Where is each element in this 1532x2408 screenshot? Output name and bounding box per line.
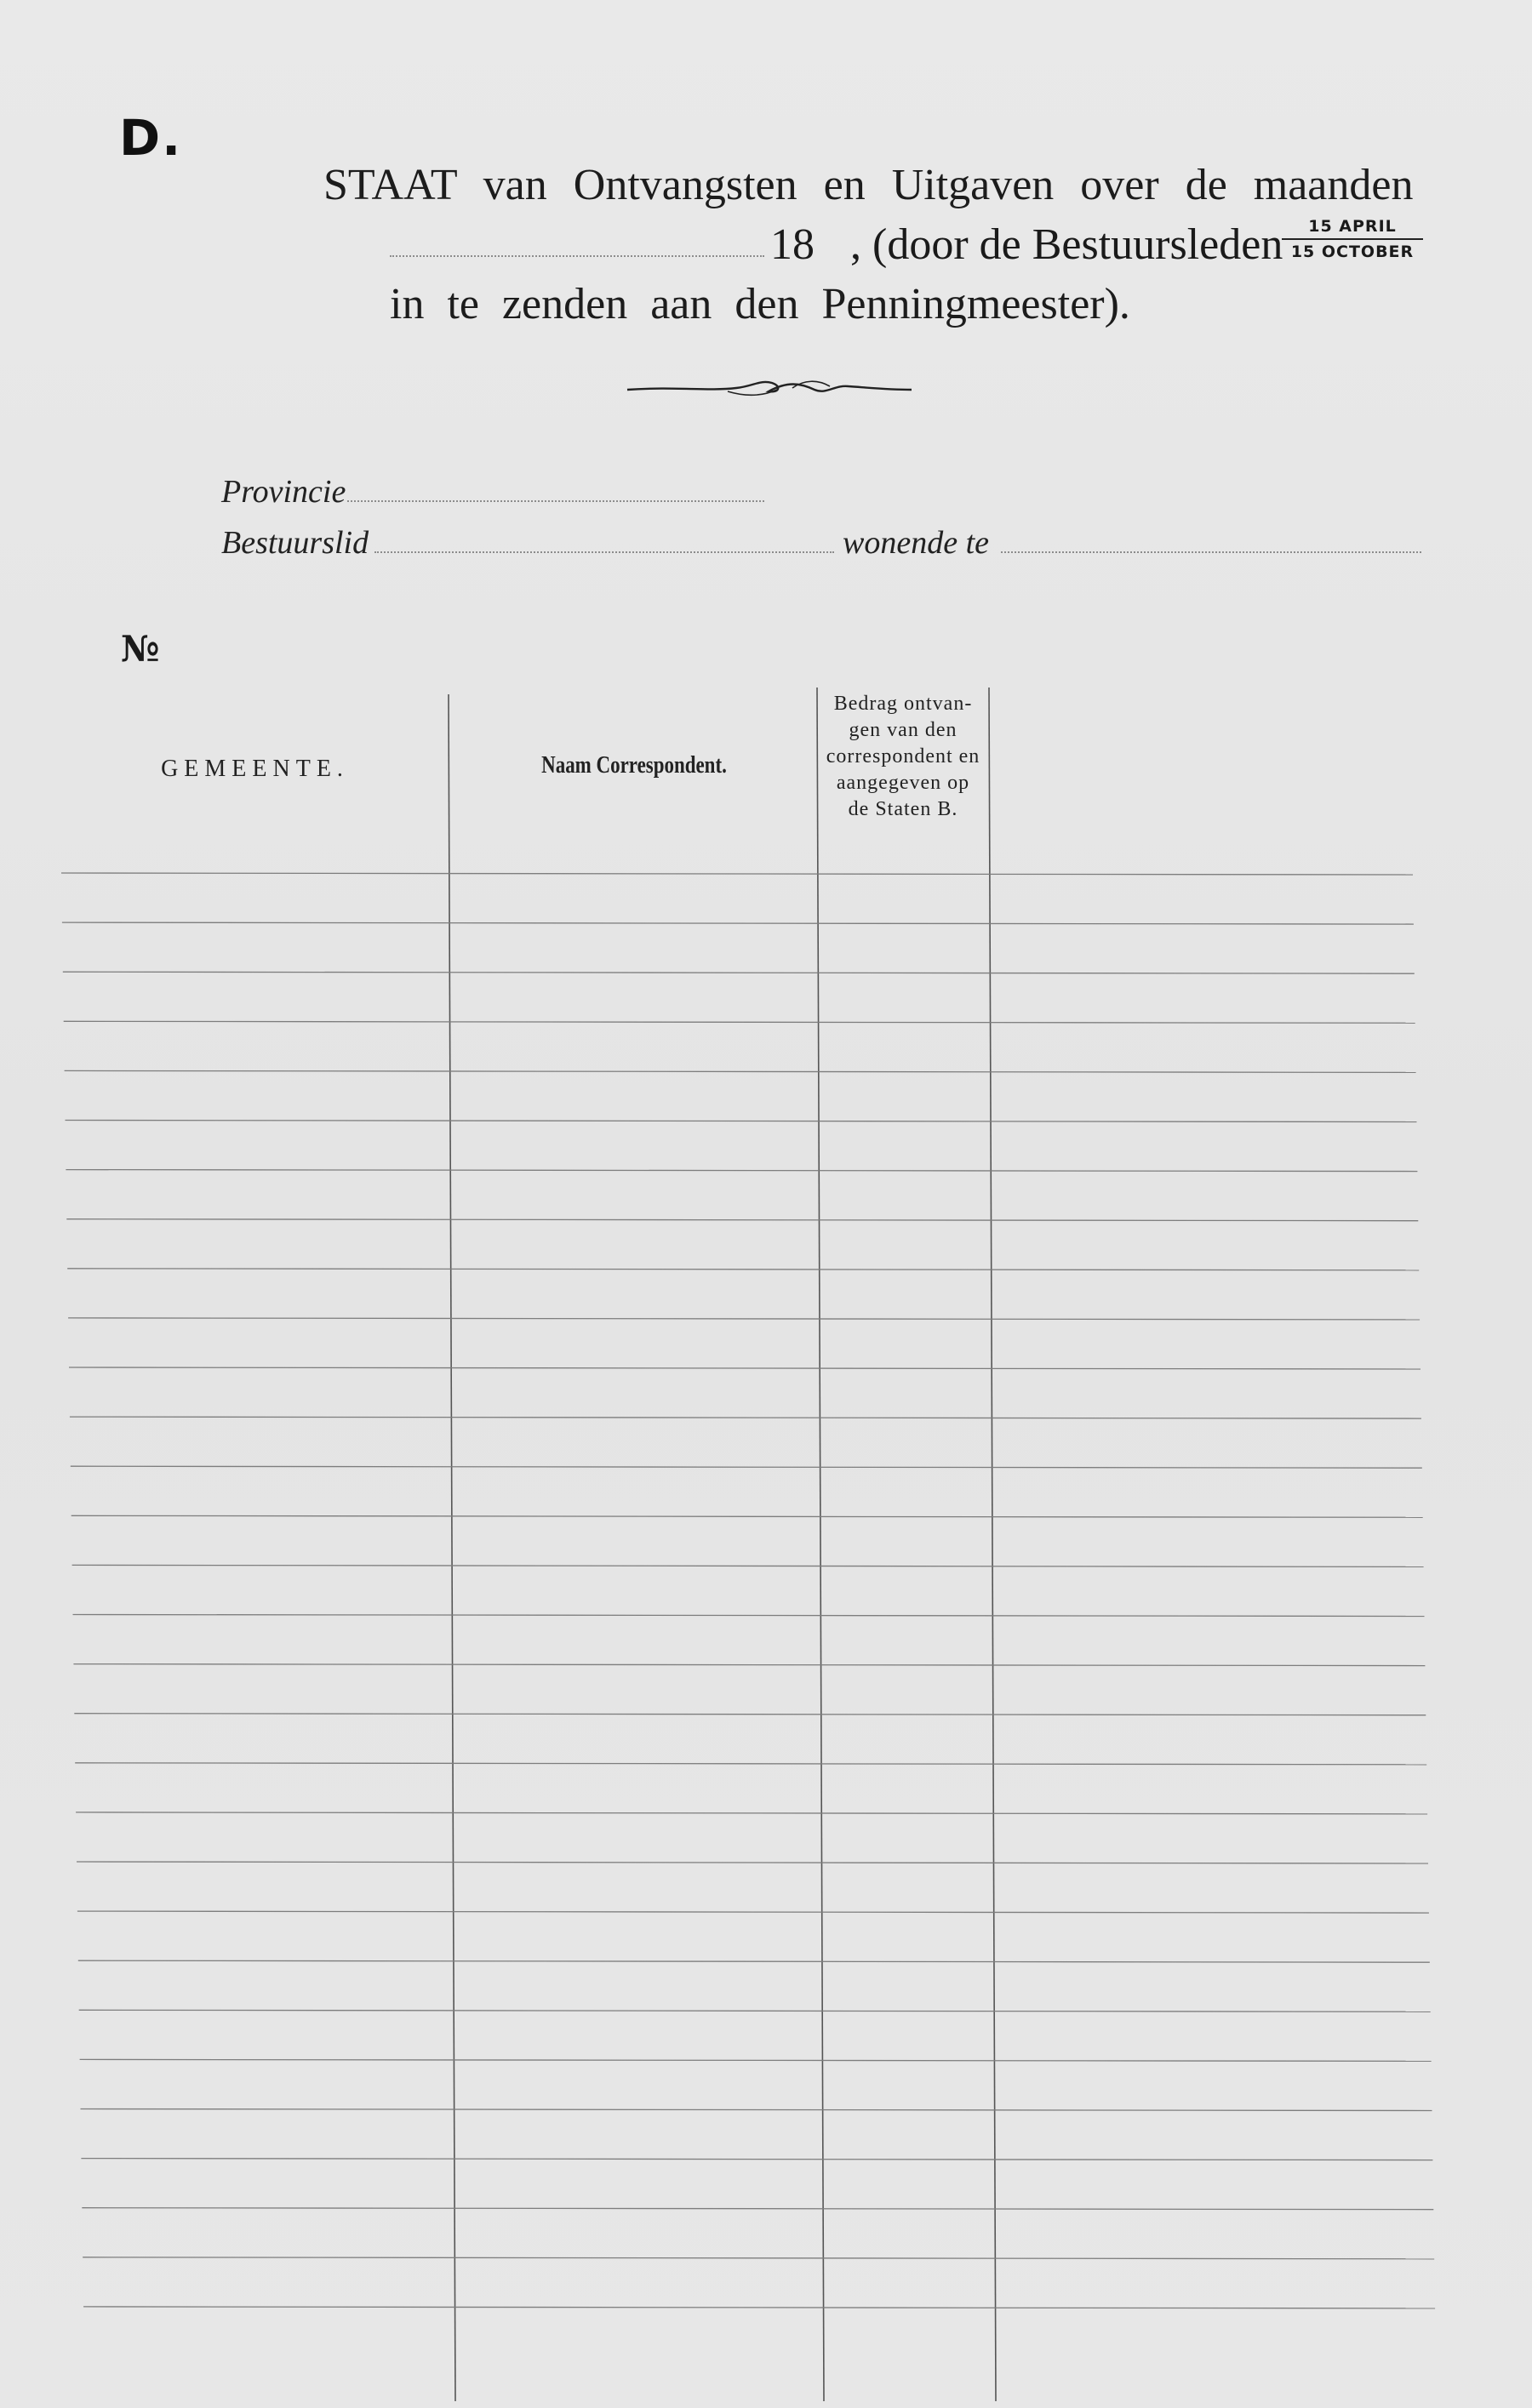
table-row-rule xyxy=(71,1515,1423,1517)
form-letter: D. xyxy=(119,109,183,167)
date-top: 15 APRIL xyxy=(1282,217,1423,240)
year-prefix: 18 xyxy=(770,220,815,269)
table-row-rule xyxy=(66,1219,1418,1221)
table-row-rule xyxy=(76,1812,1427,1814)
column-header-gemeente: GEMEENTE. xyxy=(161,756,349,782)
table-row-rule xyxy=(66,1121,1417,1122)
table-row-rule xyxy=(67,1269,1419,1270)
table-row-rule xyxy=(73,1615,1425,1617)
table-row-rule xyxy=(66,1170,1417,1172)
table-row-rule xyxy=(65,1070,1416,1072)
table-row-rule xyxy=(81,2159,1432,2160)
table-row-rule xyxy=(78,1960,1430,1962)
table-row-rule xyxy=(79,2010,1431,2011)
table-row-rule xyxy=(70,1417,1421,1418)
table-row-rule xyxy=(80,2059,1432,2061)
bedrag-header-line: Bedrag ontvan- xyxy=(833,693,973,715)
table-row-rule xyxy=(74,1714,1426,1715)
table-row-rule xyxy=(83,2257,1434,2259)
column-divider-2 xyxy=(817,688,824,2401)
table-row-rule xyxy=(68,1318,1420,1320)
column-divider-1 xyxy=(449,694,455,2401)
table-row-rule xyxy=(82,2208,1433,2210)
table-row-rule xyxy=(77,1911,1429,1913)
bedrag-header-line: correspondent en xyxy=(826,745,980,767)
table-row-rule xyxy=(81,2109,1432,2111)
provincie-label: Provincie xyxy=(221,474,346,510)
title-line-2-text: , (door de Bestuursleden xyxy=(850,220,1283,269)
table-row-rule xyxy=(75,1763,1426,1765)
table-row-rule xyxy=(83,2307,1435,2308)
form-title-line-3: in te zenden aan den Penningmeester). xyxy=(390,280,1130,328)
bedrag-header-line: de Staten B. xyxy=(848,798,958,820)
form-title-line-1: STAAT van Ontvangsten en Uitgaven over de maanden xyxy=(323,161,1414,209)
table-row-rule xyxy=(71,1466,1422,1468)
table-row-rule xyxy=(69,1367,1421,1369)
bedrag-header-line: gen van den xyxy=(849,719,958,741)
table-row-rule xyxy=(77,1862,1428,1863)
table-row-rule xyxy=(61,873,1413,875)
table-row-rule xyxy=(63,972,1415,973)
date-bottom: 15 OCTOBER xyxy=(1290,243,1415,261)
number-label: № xyxy=(121,628,160,670)
table-row-rule xyxy=(64,1021,1415,1023)
table-row-rule xyxy=(62,922,1414,924)
column-header-naam-correspondent: Naam Correspondent. xyxy=(541,752,727,779)
table-row-rule xyxy=(72,1565,1424,1566)
wonende-label: wonende te xyxy=(843,525,990,561)
bedrag-header-line: aangegeven op xyxy=(836,772,970,794)
column-divider-3 xyxy=(989,688,996,2401)
bestuurslid-label: Bestuurslid xyxy=(221,525,369,561)
table-row-rule xyxy=(73,1664,1425,1666)
